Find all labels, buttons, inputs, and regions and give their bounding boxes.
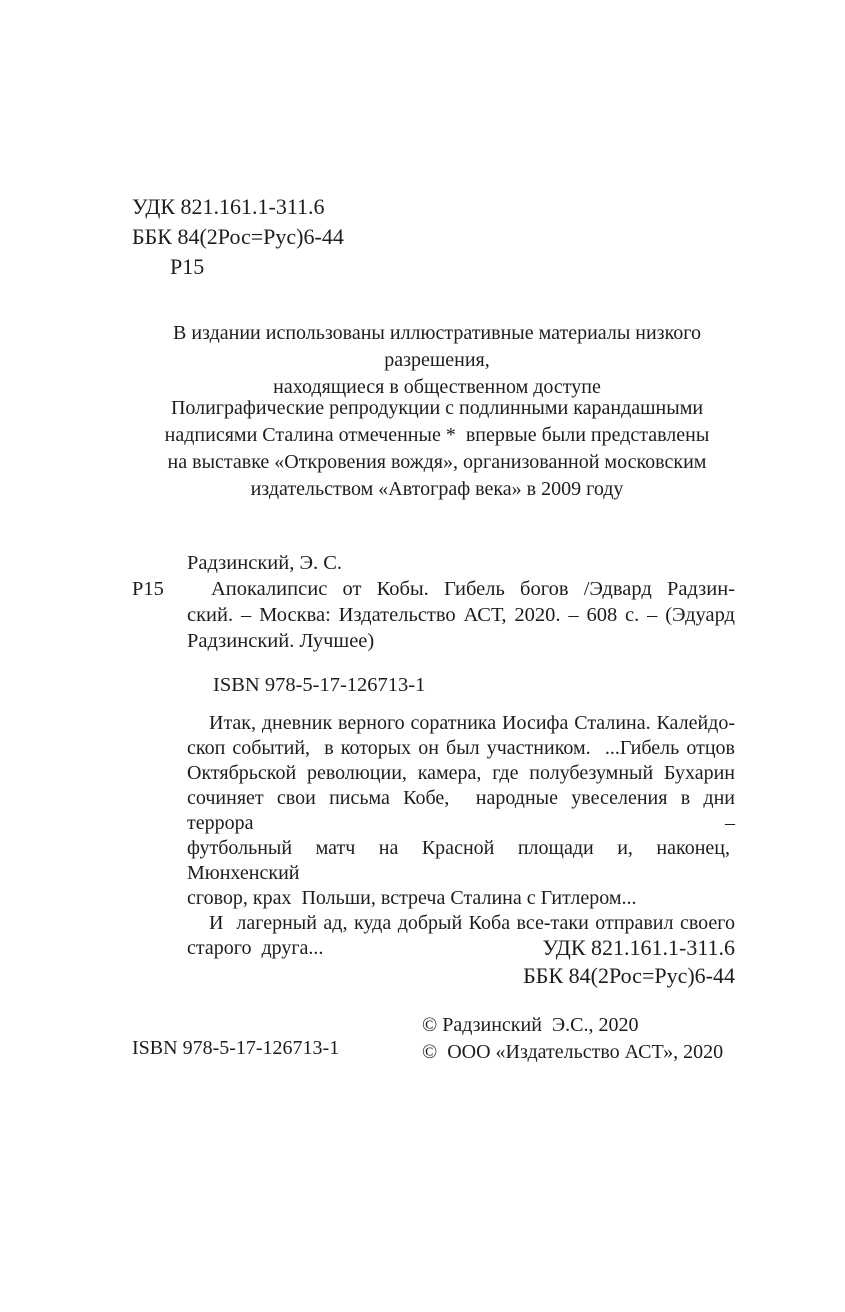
annotation-line: Октябрьской революции, камера, где полубезумный Бухарин (187, 762, 735, 784)
imprint-isbn: ISBN 978-5-17-126713-1 (132, 1037, 340, 1059)
catalog-line: Апокалипсис от Кобы. Гибель богов /Эдвард Радзин- (211, 578, 735, 600)
notice-line: издательством «Автограф века» в 2009 году (250, 478, 624, 500)
notice-line: находящиеся в общественном доступе (273, 376, 601, 398)
illustration-notice (122, 320, 752, 401)
annotation-line: скоп событий, в которых он был участником. ...Гибель отцов (187, 737, 735, 759)
isbn-statement: ISBN 978-5-17-126713-1 (213, 674, 426, 696)
author-sign: Р15 (170, 254, 205, 279)
bbk-code: ББК 84(2Рос=Рус)6-44 (132, 224, 344, 249)
annotation (187, 711, 735, 961)
catalog-card (132, 550, 735, 654)
udk-code: УДК 821.161.1-311.6 (542, 935, 735, 960)
notice-line: на выставке «Откровения вождя», организованной московским (167, 451, 707, 473)
annotation-line: Итак, дневник верного соратника Иосифа Сталина. Калейдо- (209, 712, 735, 734)
notice-line: Полиграфические репродукции с подлинными карандашными (170, 397, 704, 419)
catalog-line: Радзинский. Лучшее) (187, 630, 375, 652)
copyright-line: © ООО «Издательство АСТ», 2020 (422, 1041, 724, 1063)
copyright-block (422, 1012, 723, 1066)
udk-code: УДК 821.161.1-311.6 (132, 194, 325, 219)
annotation-line: сговор, крах Польши, встреча Сталина с Гитлером... (187, 887, 637, 909)
copyright-line: © Радзинский Э.С., 2020 (422, 1014, 639, 1036)
catalog-author-sign: Р15 (132, 578, 164, 600)
bottom-classification-codes (335, 934, 735, 990)
catalog-author-heading: Радзинский, Э. С. (187, 552, 343, 574)
top-classification-codes (132, 192, 344, 282)
reproduction-notice (122, 395, 752, 503)
annotation-line: И лагерный ад, куда добрый Коба все-таки отправил своего (209, 912, 735, 934)
notice-line: В издании использованы иллюстративные материалы низкого разрешения, (173, 322, 701, 371)
bbk-code: ББК 84(2Рос=Рус)6-44 (523, 963, 735, 988)
annotation-line: сочиняет свои письма Кобе, народные увеселения в дни террора – (187, 787, 735, 834)
annotation-line: футбольный матч на Красной площади и, наконец, Мюнхенский (187, 837, 735, 884)
notice-line: надписями Сталина отмеченные * впервые были представлены (164, 424, 710, 446)
annotation-line: старого друга... (187, 937, 324, 959)
catalog-line: ский. – Москва: Издательство АСТ, 2020. – 608 с. – (Эдуард (187, 604, 735, 626)
